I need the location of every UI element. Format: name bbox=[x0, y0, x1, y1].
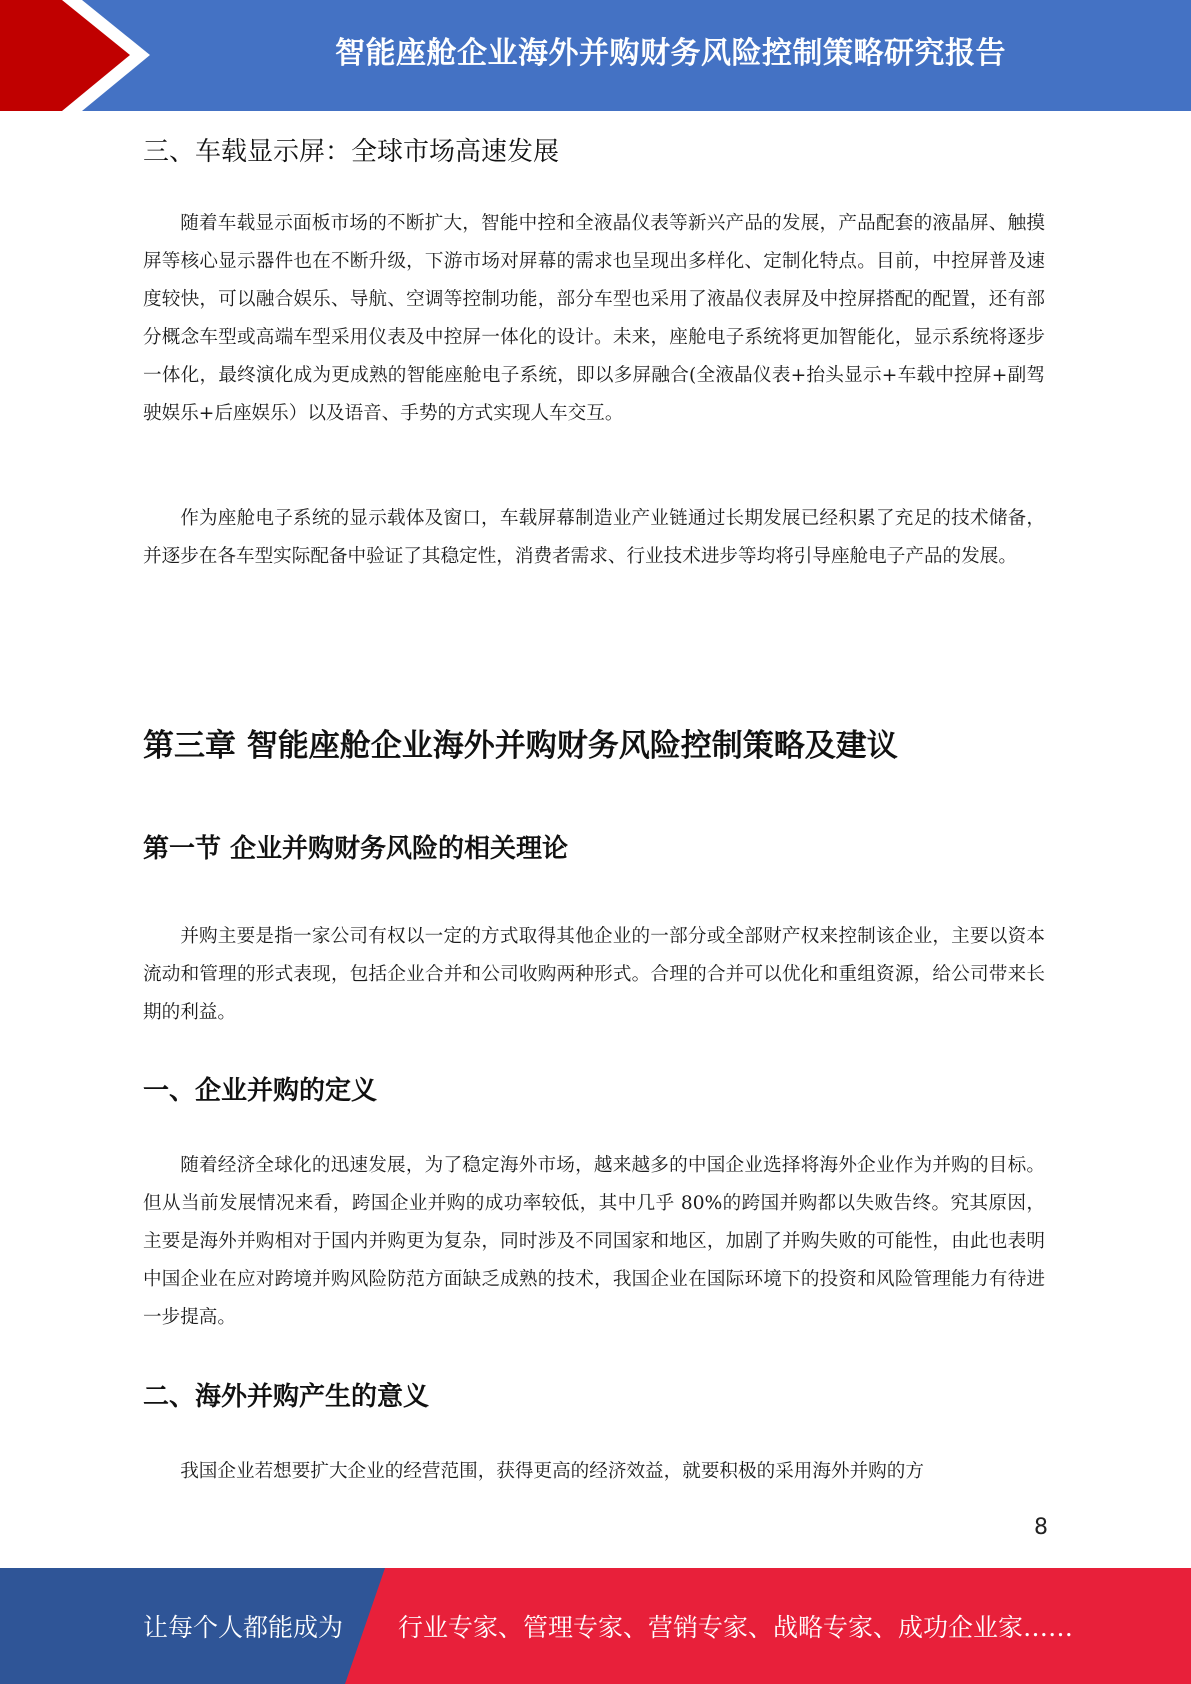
subsection-heading-significance: 二、海外并购产生的意义 bbox=[143, 1382, 430, 1412]
page-footer bbox=[0, 1568, 1191, 1684]
paragraph-display-1: 随着车载显示面板市场的不断扩大，智能中控和全液晶仪表等新兴产品的发展，产品配套的液晶屏、触摸屏等核心显示器件也在不断升级，下游市场对屏幕的需求也呈现出多样化、定制化特点。目前，中控屏普及速度较快，可以融合娱乐、导航、空调等控制功能，部分车型也采用了液晶仪表屏及中控屏搭配的配置，还有部分概念车型或高端车型采用仪表及中控屏一体化的设计。未来，座舱电子系统将更加智能化，显示系统将逐步一体化，最终演化成为更成熟的智能座舱电子系统，即以多屏融合(全液晶仪表+抬头显示+车载中控屏+副驾驶娱乐+后座娱乐）以及语音、手势的方式实现人车交互。 bbox=[143, 213, 1045, 424]
paragraph-definition-1: 随着经济全球化的迅速发展，为了稳定海外市场，越来越多的中国企业选择将海外企业作为并购的目标。但从当前发展情况来看，跨国企业并购的成功率较低，其中几乎 80%的跨国并购都以失败告终。究其原因，主要是海外并购相对于国内并购更为复杂，同时涉及不同国家和地区，加剧了并购失败的可能性，由此也表明中国企业在应对跨境并购风险防范方面缺乏成熟的技术，我国企业在国际环境下的投资和风险管理能力有待进一步提高。 bbox=[143, 1155, 1045, 1328]
header-chevron-red bbox=[0, 0, 130, 111]
section-heading-display: 三、车载显示屏：全球市场高速发展 bbox=[143, 137, 560, 167]
section-title-1: 第一节 企业并购财务风险的相关理论 bbox=[143, 834, 569, 864]
page-header bbox=[0, 0, 1191, 111]
header-title: 智能座舱企业海外并购财务风险控制策略研究报告 bbox=[335, 36, 1006, 71]
page-number: 8 bbox=[1034, 1515, 1048, 1540]
subsection-heading-definition: 一、企业并购的定义 bbox=[143, 1076, 378, 1106]
header-chevron-icon bbox=[0, 0, 160, 111]
paragraph-significance-1: 我国企业若想要扩大企业的经营范围，获得更高的经济效益，就要积极的采用海外并购的方 bbox=[180, 1461, 924, 1482]
paragraph-display-2: 作为座舱电子系统的显示载体及窗口，车载屏幕制造业产业链通过长期发展已经积累了充足的技术储备，并逐步在各车型实际配备中验证了其稳定性，消费者需求、行业技术进步等均将引导座舱电子产品的发展。 bbox=[143, 508, 1045, 567]
paragraph-section1-1: 并购主要是指一家公司有权以一定的方式取得其他企业的一部分或全部财产权来控制该企业，主要以资本流动和管理的形式表现，包括企业合并和公司收购两种形式。合理的合并可以优化和重组资源，给公司带来长期的利益。 bbox=[143, 926, 1045, 1023]
footer-slogan-left: 让每个人都能成为 bbox=[143, 1613, 344, 1642]
chapter-title: 第三章 智能座舱企业海外并购财务风险控制策略及建议 bbox=[143, 728, 898, 764]
footer-slogan-right: 行业专家、管理专家、营销专家、战略专家、成功企业家…… bbox=[398, 1613, 1074, 1642]
